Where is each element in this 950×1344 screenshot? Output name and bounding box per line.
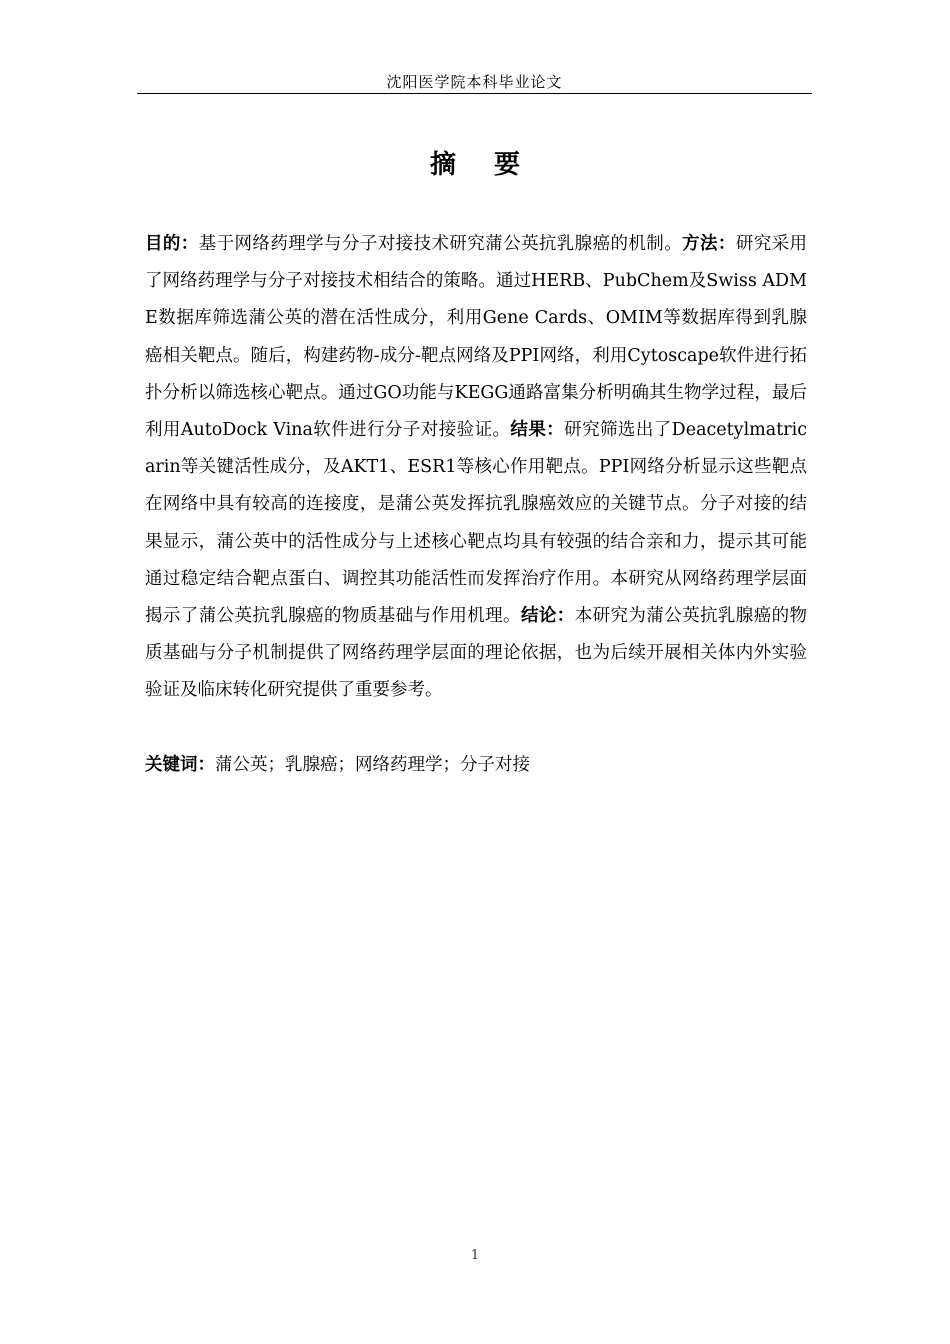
keywords-line: [145, 747, 807, 784]
abstract-title-char-1: 摘: [429, 150, 456, 180]
objective-text: 基于网络药理学与分子对接技术研究蒲公英抗乳腺癌的机制。: [198, 234, 683, 254]
methods-label: 方法：: [682, 234, 736, 254]
keywords-label: 关键词：: [145, 755, 215, 775]
results-label: 结果：: [510, 420, 565, 441]
page-header-title: 沈阳医学院本科毕业论文: [386, 73, 563, 91]
abstract-body: [145, 226, 807, 710]
results-text: 研究筛选出了Deacetylmatricarin等关键活性成分，及AKT1、ESR1等核心作用靶点。PPI网络分析显示这些靶点在网络中具有较高的连接度，是蒲公英发挥抗乳腺癌效应的关键节点。分子对接的结果显示，蒲公英中的活性成分与上述核心靶点均具有较强的结合亲和力，提示其可能通过稳定结合靶点蛋白、调控其功能活性而发挥治疗作用。本研究从网络药理学层面揭示了蒲公英抗乳腺癌的物质基础与作用机理。: [145, 420, 807, 627]
conclusion-label: 结论：: [520, 606, 575, 627]
page-number: 1: [470, 1248, 480, 1263]
abstract-title: [0, 147, 950, 183]
objective-label: 目的：: [145, 234, 199, 254]
header-divider: [137, 93, 812, 94]
methods-text: 研究采用了网络药理学与分子对接技术相结合的策略。通过HERB、PubChem及Swiss ADME数据库筛选蒲公英的潜在活性成分，利用Gene Cards、OMIM等数据库得到乳腺癌相关靶点。随后，构建药物-成分-靶点网络及PPI网络，利用Cytoscape软件进行拓扑分析以筛选核心靶点。通过GO功能与KEGG通路富集分析明确其生物学过程，最后利用AutoDock Vina软件进行分子对接验证。: [145, 234, 808, 441]
abstract-title-char-2: 要: [494, 150, 521, 180]
conclusion-text: 本研究为蒲公英抗乳腺癌的物质基础与分子机制提供了网络药理学层面的理论依据，也为后续开展相关体内外实验验证及临床转化研究提供了重要参考。: [145, 606, 808, 701]
keywords-text: 蒲公英；乳腺癌；网络药理学；分子对接: [215, 755, 530, 775]
